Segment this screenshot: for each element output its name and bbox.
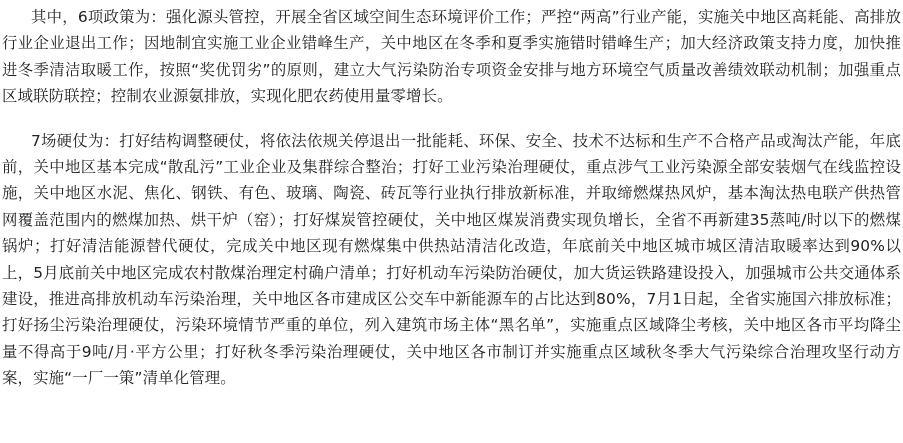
paragraph-six-policies: 其中，6项政策为：强化源头管控，开展全省区域空间生态环境评价工作；严控“两高”行业产能，实施关中地区高耗能、高排放行业企业退出工作；因地制宜实施工业企业错峰生产，关中地区在冬季和夏季实施错时错峰生产；加大经济政策支持力度，加快推进冬季清洁取暖工作，按照“奖优罚劣”的原则，建立大气污染防治专项资金安排与地方环境空气质量改善绩效联动机制；加强重点区域联防联控；控制农业源氨排放，实现化肥农药使用量零增长。 — [2, 8, 901, 106]
paragraph-seven-battles: 7场硬仗为：打好结构调整硬仗，将依法依规关停退出一批能耗、环保、安全、技术不达标和生产不合格产品或淘汰产能，年底前，关中地区基本完成“散乱污”工业企业及集群综合整治；打好工业污染治理硬仗，重点涉气工业污染源全部安装烟气在线监控设施，关中地区水泥、焦化、钢铁、有色、玻璃、陶瓷、砖瓦等行业执行排放新标准，并取缔燃煤热风炉，基本淘汰热电联产供热管网覆盖范围内的燃煤加热、烘干炉（窑）；打好煤炭管控硬仗，关中地区煤炭消费实现负增长，全省不再新建35蒸吨/时以下的燃煤锅炉；打好清洁能源替代硬仗，完成关中地区现有燃煤集中供热站清洁化改造，年底前关中地区城市城区清洁取暖率达到90%以上，5月底前关中地区完成农村散煤治理定村确户清单；打好机动车污染防治硬仗，加大货运铁路建设投入，加强城市公共交通体系建设，推进高排放机动车污染治理，关中地区各市建成区公交车中新能源车的占比达到80%，7月1日起，全省实施国六排放标准；打好扬尘污染治理硬仗，污染环境情节严重的单位，列入建筑市场主体“黑名单”，实施重点区域降尘考核，关中地区各市平均降尘量不得高于9吨/月·平方公里；打好秋冬季污染治理硬仗，关中地区各市制订并实施重点区域秋冬季大气污染综合治理攻坚行动方案，实施“一厂一策”清单化管理。 — [2, 131, 901, 388]
